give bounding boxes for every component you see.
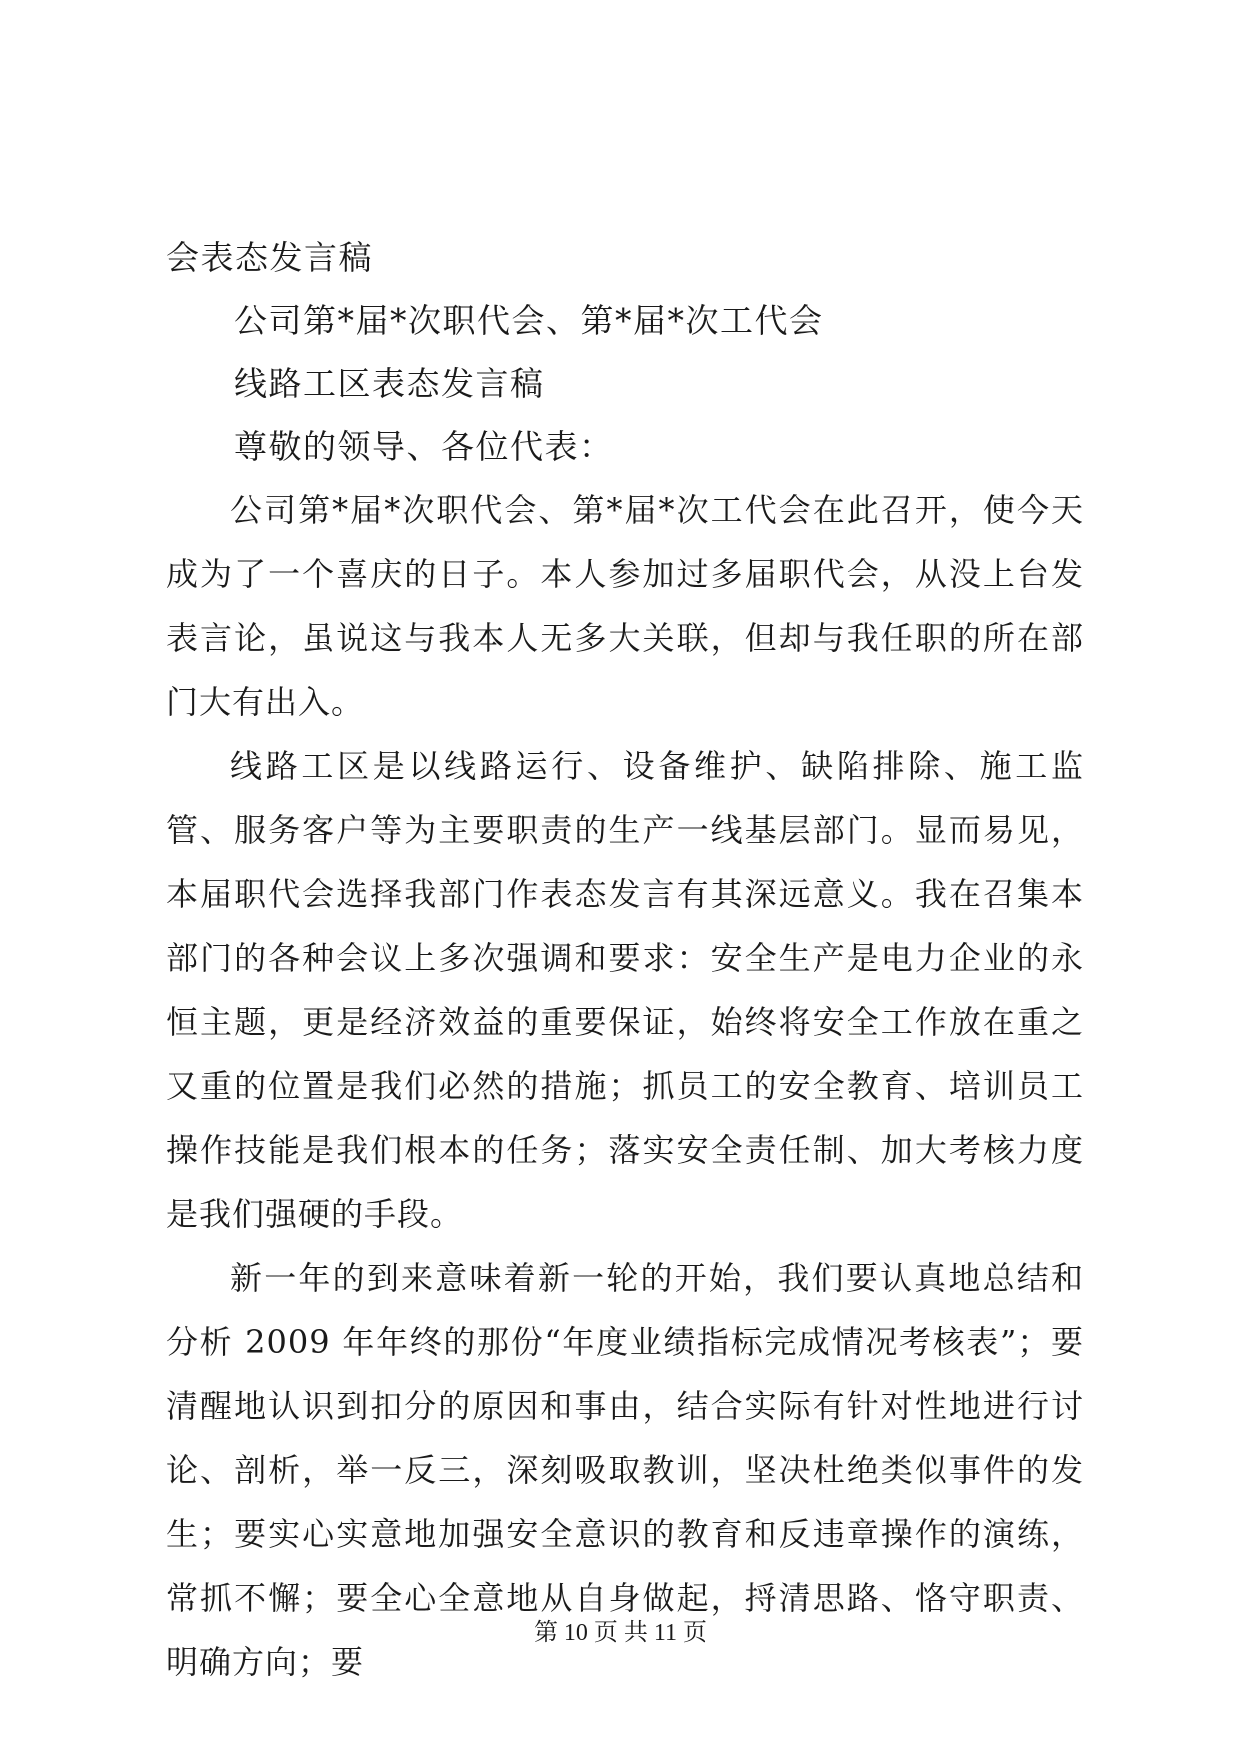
paragraph-department-role: 线路工区是以线路运行、设备维护、缺陷排除、施工监管、服务客户等为主要职责的生产一线基层部门。显而易见，本届职代会选择我部门作表态发言有其深远意义。我在召集本部门的各种会议上多次强调和要求：安全生产是电力企业的永恒主题，更是经济效益的重要保证，始终将安全工作放在重之又重的位置是我们必然的措施；抓员工的安全教育、培训员工操作技能是我们根本的任务；落实安全责任制、加大考核力度是我们强硬的手段。 (166, 747, 1084, 1233)
document-body (166, 226, 1084, 1694)
paragraph-opening: 公司第*届*次职代会、第*届*次工代会在此召开，使今天成为了一个喜庆的日子。本人参加过多届职代会，从没上台发表言论，虽说这与我本人无多大关联，但却与我任职的所在部门大有出入。 (166, 491, 1084, 721)
speech-title: 线路工区表态发言稿 (234, 364, 545, 403)
title-continuation: 会表态发言稿 (166, 238, 373, 277)
meeting-title: 公司第*届*次职代会、第*届*次工代会 (234, 301, 824, 340)
paragraph-new-year-plan: 新一年的到来意味着新一轮的开始，我们要认真地总结和分析 2009 年年终的那份“年度业绩指标完成情况考核表”；要清醒地认识到扣分的原因和事由，结合实际有针对性地进行讨论、剖析，举一反三，深刻吸取教训，坚决杜绝类似事件的发生；要实心实意地加强安全意识的教育和反违章操作的演练，常抓不懈；要全心全意地从自身做起，捋清思路、恪守职责、明确方向；要 (166, 1259, 1084, 1681)
salutation: 尊敬的领导、各位代表： (234, 427, 614, 466)
page-number-footer: 第 10 页 共 11 页 (533, 1620, 708, 1646)
